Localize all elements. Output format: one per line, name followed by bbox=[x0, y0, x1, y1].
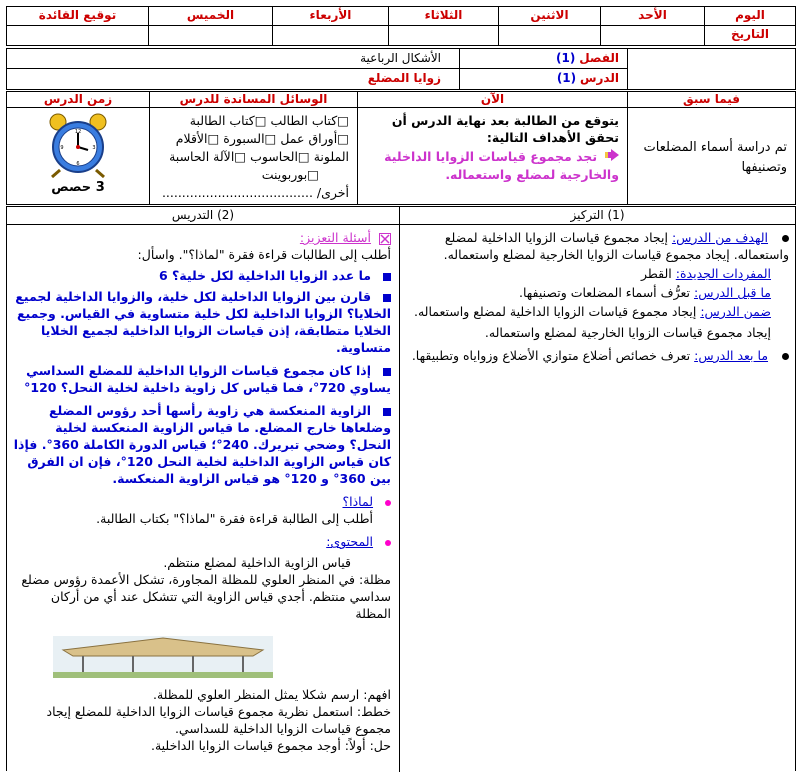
question-1-text: ما عدد الزوايا الداخلية لكل خلية؟ 6 bbox=[158, 268, 372, 283]
signature-label: توقيع القائدة bbox=[38, 8, 117, 22]
content-label: المحتوى: bbox=[326, 534, 374, 549]
focus-after-text: تعرف خصائص أضلاع متوازي الأضلاع وزواياه وتطبيقها. bbox=[411, 348, 691, 363]
tools-line-2: □أوراق عمل □السبورة □الأقلام bbox=[175, 131, 349, 146]
focus-goal-text: إيجاد مجموع قياسات الزوايا الداخلية لمضلع واستعماله. إيجاد مجموع قياسات الزوايا الخارجية لمضلع واستعماله. bbox=[443, 230, 789, 262]
svg-text:12: 12 bbox=[74, 129, 82, 135]
focus-vocab-text: القطر bbox=[641, 266, 672, 281]
tools-line-5: أخرى/ ...................................... bbox=[161, 185, 349, 200]
date-monday bbox=[498, 25, 601, 46]
example-text: مظلة: في المنظر العلوي للمظلة المجاورة، تشكل الأعمدة رؤوس مضلع سداسي منتظم. أجدي قياس الزاوية التي تتشكل عند أي من أركان المظلة bbox=[21, 572, 391, 621]
plan-text: خطط: استعمل نظرية مجموع قياسات الزوايا الداخلية للمضلع إيجاد مجموع قياسات الزوايا الداخلية للسداسي. bbox=[46, 704, 391, 736]
date-wednesday bbox=[272, 25, 389, 46]
question-2-text: قارن بين الزوايا الداخلية لكل خلية، والزوايا الداخلية لجميع الخلايا؟ الزوايا الداخلية لكل خلية متساوية في القياس. وجميع الخلايا متطابقة، إذن قياسات الزوايا الداخلية لجميع الخلايا متساوية. bbox=[15, 289, 391, 355]
bullet-dot-icon bbox=[782, 353, 789, 360]
lesson-number: (1) bbox=[556, 71, 577, 85]
prior-text: تم دراسة أسماء المضلعات وتصنيفها bbox=[643, 140, 787, 175]
lesson-label: الدرس bbox=[579, 71, 619, 85]
time-duration: 3 حصص bbox=[51, 180, 105, 195]
solve-text: حل: أولاً: أوجد مجموع قياسات الزوايا الداخلية. bbox=[150, 738, 391, 753]
lesson-title: زوايا المضلع bbox=[367, 71, 441, 85]
why-label: لماذا؟ bbox=[342, 494, 374, 509]
day-monday bbox=[498, 6, 601, 26]
chapter-label: الفصل bbox=[579, 51, 619, 65]
teaching-column bbox=[7, 225, 399, 772]
tools-line-3: الملونة □الحاسوب □الآلة الحاسبة bbox=[169, 149, 349, 164]
now-header bbox=[357, 92, 627, 108]
plan-grid bbox=[6, 91, 796, 205]
focus-after bbox=[408, 347, 789, 364]
day-wednesday bbox=[272, 6, 389, 26]
question-3 bbox=[13, 362, 391, 396]
focus-within bbox=[408, 303, 789, 320]
focus-header bbox=[399, 207, 795, 225]
square-bullet-icon bbox=[383, 294, 391, 302]
svg-text:3: 3 bbox=[92, 145, 96, 151]
day-thursday-label: الخميس bbox=[186, 8, 235, 22]
teaching-header-label: (2) التدريس bbox=[171, 208, 235, 222]
day-sunday bbox=[600, 6, 705, 26]
square-bullet-icon bbox=[383, 408, 391, 416]
main-table bbox=[6, 206, 796, 771]
day-label: اليوم bbox=[735, 8, 765, 22]
day-monday-label: الاثنين bbox=[530, 8, 569, 22]
focus-before bbox=[408, 284, 789, 301]
time-header bbox=[7, 92, 149, 108]
canopy-image bbox=[13, 636, 391, 682]
why-text: أطلب إلى الطالبة قراءة فقرة "لماذا؟" بكتاب الطالبة. bbox=[96, 511, 373, 526]
arrow-bullet-icon bbox=[605, 149, 619, 166]
question-4 bbox=[13, 402, 391, 487]
checkbox-icon bbox=[379, 233, 391, 245]
tools-content bbox=[149, 108, 357, 204]
focus-within-text: إيجاد مجموع قياسات الزوايا الداخلية لمضلع واستعماله. bbox=[413, 304, 697, 319]
info-right-blank bbox=[627, 49, 795, 89]
content-heading bbox=[13, 533, 391, 550]
tools-line-1: □كتاب الطالب □كتاب الطالبة bbox=[189, 113, 349, 128]
focus-goal-label: الهدف من الدرس: bbox=[671, 230, 769, 245]
date-thursday bbox=[148, 25, 273, 46]
date-sunday bbox=[600, 25, 705, 46]
alarm-clock-icon bbox=[40, 112, 116, 178]
date-signature bbox=[6, 25, 149, 46]
now-intro: يتوقع من الطالبة بعد نهاية الدرس أن تحقق الأهداف التالية: bbox=[391, 113, 619, 145]
focus-within-2: إيجاد مجموع قياسات الزوايا الخارجية لمضلع واستعماله. bbox=[484, 325, 771, 340]
lesson-title-cell bbox=[7, 69, 459, 89]
tools-header-label: الوسائل المساندة للدرس bbox=[179, 92, 328, 106]
pink-dot-icon bbox=[385, 500, 391, 506]
chapter-number: (1) bbox=[556, 51, 576, 65]
prior-header-label: فيما سبق bbox=[683, 92, 740, 106]
bullet-dot-icon bbox=[782, 235, 789, 242]
day-tuesday bbox=[388, 6, 499, 26]
signature-cell bbox=[6, 6, 149, 26]
time-header-label: زمن الدرس bbox=[43, 92, 113, 106]
lesson-num-cell bbox=[459, 69, 627, 89]
now-goal: تجد مجموع قياسات الزوايا الداخلية والخارجية لمضلع واستعماله. bbox=[384, 149, 619, 182]
question-4-text: الزاوية المنعكسة هي زاوية رأسها أحد رؤوس المضلع وضلعاها خارج المضلع. ما قياس الزاوية المنعكسة لخلية النحل؟ وضحي تبريرك. 240°؛ قياس الدورة الكاملة 360°. فإذا كان قياس الزاوية الداخلية لخلية النحل 120°، فإن ان الفرق بين 360° و 120° هو قياس الزاوية المنعكسة. bbox=[13, 403, 391, 486]
focus-within-label: ضمن الدرس: bbox=[700, 304, 771, 319]
prior-content bbox=[627, 108, 795, 204]
day-sunday-label: الأحد bbox=[638, 8, 667, 22]
question-1 bbox=[13, 267, 391, 284]
focus-vocab-label: المفردات الجديدة: bbox=[675, 266, 771, 281]
reinforce-intro: أطلب إلى الطالبات قراءة فقرة "لماذا؟". واسأل: bbox=[137, 247, 391, 262]
pink-dot-icon bbox=[385, 540, 391, 546]
lesson-info bbox=[6, 48, 796, 90]
tools-line-4: □بوربوينت bbox=[261, 167, 319, 182]
unit-title: الأشكال الرباعية bbox=[360, 51, 441, 65]
unit-cell bbox=[7, 49, 459, 69]
square-bullet-icon bbox=[383, 368, 391, 376]
date-label: التاريخ bbox=[730, 27, 770, 41]
day-thursday bbox=[148, 6, 273, 26]
svg-text:6: 6 bbox=[76, 161, 80, 167]
content-title: قياس الزاوية الداخلية لمضلع منتظم. bbox=[163, 555, 351, 570]
focus-before-text: تعرُّف أسماء المضلعات وتصنيفها. bbox=[518, 285, 690, 300]
teaching-header bbox=[7, 207, 399, 225]
focus-column bbox=[399, 225, 795, 772]
now-header-label: الآن bbox=[480, 92, 505, 106]
focus-vocab bbox=[408, 265, 789, 282]
svg-text:9: 9 bbox=[60, 145, 64, 151]
question-2 bbox=[13, 288, 391, 356]
day-tuesday-label: الثلاثاء bbox=[424, 8, 463, 22]
date-tuesday bbox=[388, 25, 499, 46]
date-label-cell bbox=[704, 25, 796, 46]
now-content bbox=[357, 108, 627, 204]
reinforce-label: أسئلة التعزيز: bbox=[299, 230, 372, 245]
time-content bbox=[7, 108, 149, 204]
chapter-cell bbox=[459, 49, 627, 69]
tools-header bbox=[149, 92, 357, 108]
square-bullet-icon bbox=[383, 273, 391, 281]
days-table bbox=[6, 6, 796, 46]
focus-header-label: (1) التركيز bbox=[570, 208, 625, 222]
reinforce-heading bbox=[13, 229, 391, 246]
question-3-text: إذا كان مجموع قياسات الزوايا الداخلية للمضلع السداسي يساوي 720°، فما قياس كل زاوية داخلية لخلية النحل؟ 120° bbox=[24, 363, 391, 395]
day-label-cell bbox=[704, 6, 796, 26]
understand-text: افهم: ارسم شكلا يمثل المنظر العلوي للمظلة. bbox=[152, 687, 391, 702]
focus-before-label: ما قبل الدرس: bbox=[693, 285, 771, 300]
focus-goal bbox=[408, 229, 789, 263]
focus-after-label: ما بعد الدرس: bbox=[694, 348, 769, 363]
why-heading bbox=[13, 493, 391, 510]
day-wednesday-label: الأربعاء bbox=[309, 8, 352, 22]
prior-header bbox=[627, 92, 795, 108]
